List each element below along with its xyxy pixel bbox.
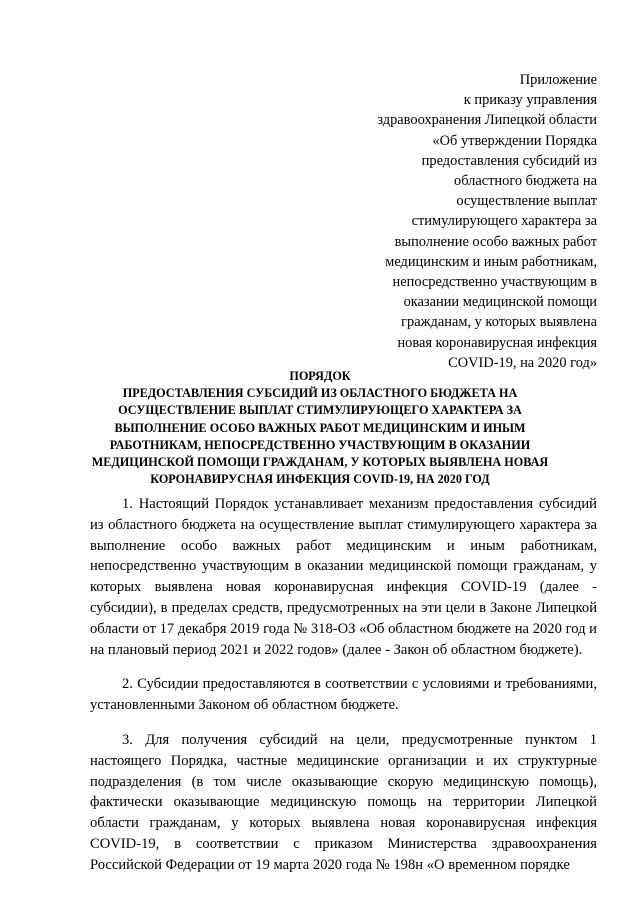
title-line: ОСУЩЕСТВЛЕНИЕ ВЫПЛАТ СТИМУЛИРУЮЩЕГО ХАРАКТЕРА ЗА [118, 403, 522, 418]
appendix-line: к приказу управления [463, 92, 597, 109]
appendix-line: «Об утверждении Порядка [432, 132, 597, 149]
appendix-note [337, 70, 597, 373]
document-title [90, 368, 550, 488]
appendix-line: здравоохранения Липецкой области [377, 112, 597, 129]
appendix-line: областного бюджета на [454, 173, 597, 190]
appendix-line: осуществление выплат [456, 193, 597, 210]
appendix-line: COVID-19, на 2020 год» [448, 354, 597, 371]
title-line: ПРЕДОСТАВЛЕНИЯ СУБСИДИЙ ИЗ ОБЛАСТНОГО БЮДЖЕТА НА [122, 386, 518, 401]
appendix-line: выполнение особо важных работ [394, 233, 597, 250]
title-line: РАБОТНИКАМ, НЕПОСРЕДСТВЕННО УЧАСТВУЮЩИМ В ОКАЗАНИИ [109, 437, 531, 452]
paragraph-2: 2. Субсидии предоставляются в соответствии с условиями и требованиями, установленными Законом об областном бюджете. [90, 676, 597, 714]
appendix-line: Приложение [519, 72, 597, 88]
title-line: ПОРЯДОК [289, 369, 351, 383]
title-line: МЕДИЦИНСКОЙ ПОМОЩИ ГРАЖДАНАМ, У КОТОРЫХ ВЫЯВЛЕНА НОВАЯ [91, 455, 549, 470]
appendix-line: предоставления субсидий из [421, 152, 597, 169]
appendix-line: оказании медицинской помощи [403, 294, 597, 311]
appendix-line: новая коронавирусная инфекция [397, 334, 597, 351]
paragraph-3: 3. Для получения субсидий на цели, предусмотренные пунктом 1 настоящего Порядка, частные медицинские организации и их структурные подразделения (в том числе оказывающие скорую медицинскую помощь), фактически оказывающие медицинскую помощь на территории Липецкой области гражданам, у которых выявлена новая коронавирусная инфекция COVID-19, в соответствии с приказом Министерства здравоохранения Российской Федерации от 19 марта 2020 года № 198н «О временном порядке [90, 731, 597, 873]
title-line: ВЫПОЛНЕНИЕ ОСОБО ВАЖНЫХ РАБОТ МЕДИЦИНСКИМ И ИНЫМ [114, 420, 526, 435]
document-body [90, 494, 597, 890]
appendix-line: медицинским и иным работникам, [385, 253, 597, 270]
paragraph-1: 1. Настоящий Порядок устанавливает механизм предоставления субсидий из областного бюджета на осуществление выплат стимулирующего характера за выполнение особо важных работ медицинским и иным работникам, непосредственно участвующим в оказании медицинской помощи гражданам, у которых выявлена новая коронавирусная инфекция COVID-19 (далее - субсидии), в пределах средств, предусмотренных на эти цели в Законе Липецкой области от 17 декабря 2019 года № 318-ОЗ «Об областном бюджете на 2020 год и на плановый период 2021 и 2022 годов» (далее - Закон об областном бюджете). [90, 496, 597, 658]
title-line: КОРОНАВИРУСНАЯ ИНФЕКЦИЯ COVID-19, НА 2020 ГОД [150, 472, 490, 487]
appendix-line: гражданам, у которых выявлена [401, 314, 597, 331]
appendix-line: непосредственно участвующим в [392, 274, 597, 291]
appendix-line: стимулирующего характера за [411, 213, 597, 230]
